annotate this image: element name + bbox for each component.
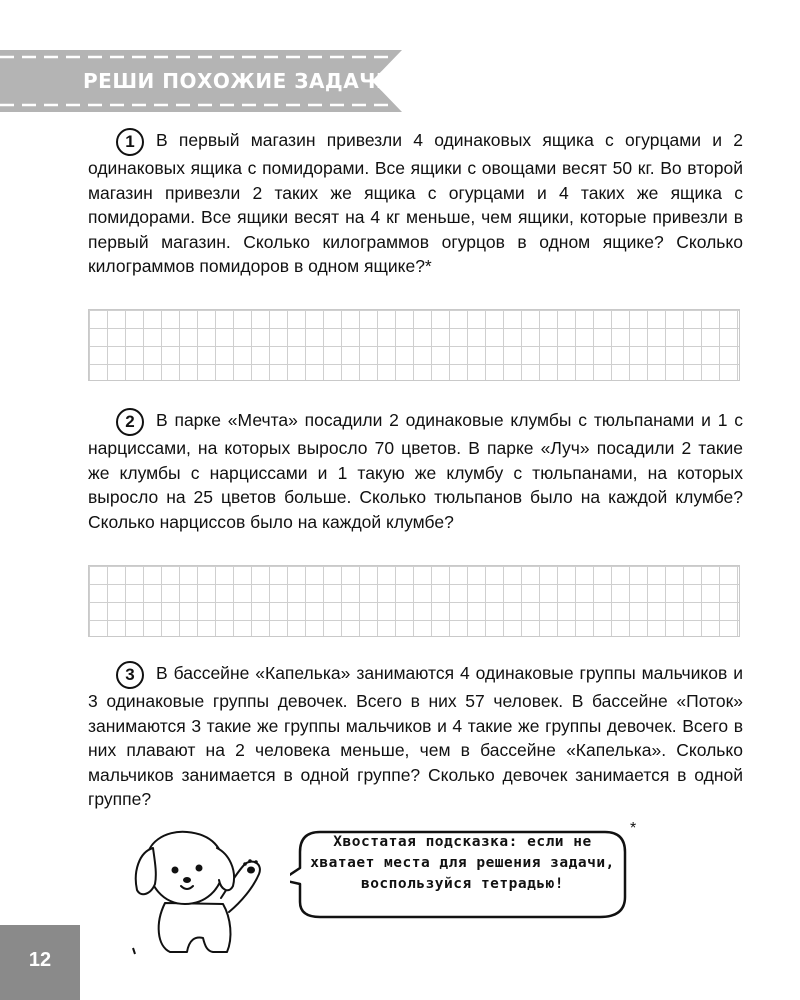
section-banner [0, 50, 410, 112]
answer-grid-2[interactable] [88, 565, 740, 637]
puppy-illustration [125, 828, 265, 958]
footnote-mark: * [630, 820, 637, 837]
task-text: В бассейне «Капелька» занимаются 4 одинаковые группы мальчиков и 3 одинаковые группы девочек. Всего в них 57 человек. В бассейне «Поток» занимаются 3 такие же группы мальчиков и 4 такие же группы девочек. Всего в них плавают на 2 человека меньше, чем в бассейне «Капелька». Сколько мальчиков занимается в одной группе? Сколько девочек занимается в одной группе? [88, 663, 743, 809]
task-2 [88, 408, 743, 534]
task-3 [88, 661, 743, 812]
page-number: 12 [28, 949, 52, 971]
page-number-box [0, 925, 80, 1000]
task-number-badge: 2 [116, 408, 144, 436]
banner-title: РЕШИ ПОХОЖИЕ ЗАДАЧИ [83, 69, 394, 93]
task-number-badge: 3 [116, 661, 144, 689]
task-1 [88, 128, 743, 279]
task-text: В парке «Мечта» посадили 2 одинаковые клумбы с тюльпанами и 1 с нарциссами, на которых выросло 70 цветов. В парке «Луч» посадили 2 такие же клумбы с нарциссами и 1 такую же клумбу с тюльпанами, на которых выросло на 25 цветов больше. Сколько тюльпанов было на каждой клумбе? Сколько нарциссов было на каждой клумбе? [88, 410, 743, 532]
answer-grid-1[interactable] [88, 309, 740, 381]
hint-bubble [290, 822, 640, 922]
hint-text: Хвостатая подсказка: если не хватает места для решения задачи, воспользуйся тетрадью! [310, 834, 615, 892]
task-text: В первый магазин привезли 4 одинаковых ящика с огурцами и 2 одинаковых ящика с помидорами. Все ящики с овощами весят 50 кг. Во второй магазин привезли 2 таких же ящика с огурцами и 4 таких же ящика с помидорами. Все ящики весят на 4 кг меньше, чем ящики, которые привезли в первый магазин. Сколько килограммов огурцов в одном ящике? Сколько килограммов помидоров в одном ящике?* [88, 130, 743, 276]
task-number-badge: 1 [116, 128, 144, 156]
